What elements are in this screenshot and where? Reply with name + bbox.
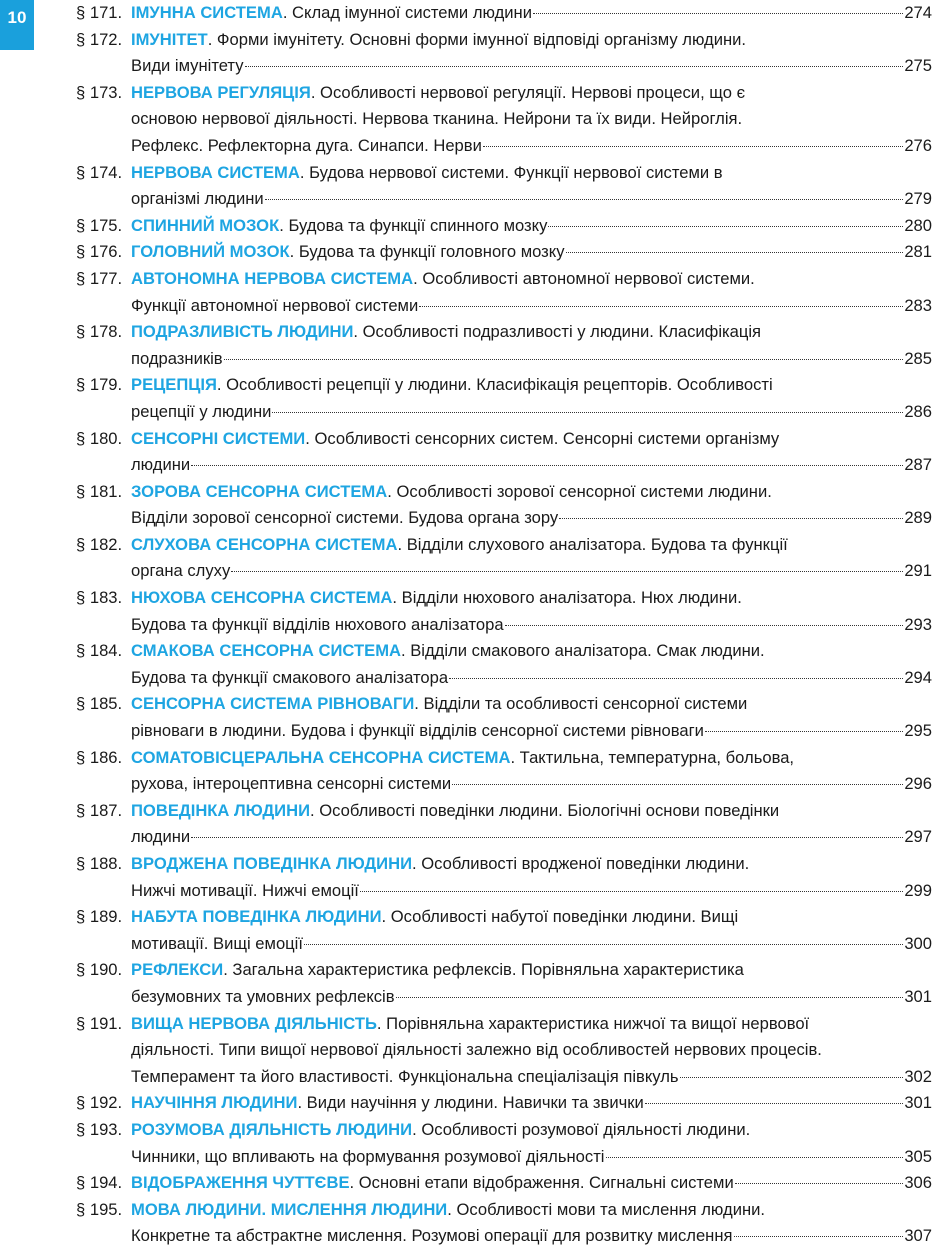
section-title: РЕФЛЕКСИ [131, 960, 224, 980]
dot-leader [449, 678, 903, 679]
table-of-contents [76, 0, 932, 1250]
section-title: МОВА ЛЮДИНИ. МИСЛЕННЯ ЛЮДИНИ [131, 1199, 448, 1219]
page-ref: 294 [904, 667, 932, 687]
section-description: . Порівняльна характеристика нижчої та вищої нервової [376, 1013, 810, 1033]
section-description: . Відділи та особливості сенсорної системи [414, 694, 748, 714]
section-number: § 173. [76, 82, 123, 102]
section-body [131, 266, 932, 319]
section-description: людини [131, 455, 191, 475]
section-text [131, 213, 547, 240]
section-line [131, 213, 932, 240]
section-description: . Основні етапи відображення. Сигнальні системи [349, 1173, 734, 1193]
section-title: СЕНСОРНІ СИСТЕМИ [131, 428, 306, 448]
toc-entry [76, 1117, 932, 1170]
section-line [131, 931, 932, 958]
section-line [131, 1011, 932, 1038]
section-description: основою нервової діяльності. Нервова тканина. Нейрони та їх види. Нейроглія. [131, 109, 743, 129]
section-number: § 171. [76, 3, 123, 22]
section-text [131, 641, 765, 660]
dot-leader [191, 465, 903, 466]
section-body [131, 1090, 932, 1117]
section-description: . Особливості мови та мислення людини. [447, 1199, 766, 1219]
section-text [131, 186, 264, 213]
section-line [131, 1117, 932, 1144]
section-number: § 176. [76, 242, 123, 262]
dot-leader [452, 784, 903, 785]
section-text [131, 505, 558, 532]
page-ref: 289 [904, 508, 932, 528]
dot-leader [396, 997, 904, 998]
section-line [131, 53, 932, 80]
section-description: . Відділи слухового аналізатора. Будова та функції [397, 534, 788, 554]
dot-leader [735, 1183, 904, 1184]
dot-leader [680, 1077, 904, 1078]
dot-leader [272, 412, 903, 413]
section-number: § 182. [76, 534, 123, 554]
section-number: § 192. [76, 1093, 123, 1113]
section-line [131, 346, 932, 373]
section-description: . Особливості сенсорних систем. Сенсорні системи організму [305, 428, 780, 448]
section-number: § 195. [76, 1199, 123, 1219]
toc-entry [76, 1170, 932, 1197]
section-text [131, 346, 223, 373]
section-line [131, 106, 932, 133]
section-body [131, 798, 932, 851]
section-title: ПОВЕДІНКА ЛЮДИНИ [131, 800, 311, 820]
section-body [131, 1170, 932, 1197]
section-text [131, 0, 532, 27]
section-body [131, 80, 932, 160]
section-number: § 172. [76, 29, 123, 49]
section-text [131, 322, 761, 341]
section-title: СПИННИЙ МОЗОК [131, 215, 280, 235]
dot-leader [360, 891, 903, 892]
page-ref: 281 [904, 242, 932, 262]
toc-entry [76, 957, 932, 1010]
section-body [131, 1117, 932, 1170]
section-body [131, 1011, 932, 1091]
section-body [131, 638, 932, 691]
toc-entry [76, 745, 932, 798]
section-text [131, 30, 746, 49]
section-title: СМАКОВА СЕНСОРНА СИСТЕМА [131, 641, 402, 661]
section-body [131, 532, 932, 585]
section-line [131, 904, 932, 931]
section-description: людини [131, 827, 191, 847]
page-ref: 305 [904, 1146, 932, 1166]
section-description: . Особливості вродженої поведінки людини. [412, 854, 750, 873]
section-body [131, 160, 932, 213]
dot-leader [265, 199, 904, 200]
section-line [131, 1090, 932, 1117]
dot-leader [645, 1103, 904, 1104]
page-ref: 307 [904, 1226, 932, 1246]
section-number: § 188. [76, 854, 123, 873]
section-number: § 181. [76, 481, 123, 501]
section-description: . Види научіння у людини. Навички та звички [297, 1093, 644, 1113]
section-line [131, 399, 932, 426]
section-line [131, 798, 932, 825]
dot-leader [419, 306, 903, 307]
toc-entry [76, 239, 932, 266]
toc-entry [76, 266, 932, 319]
dot-leader [191, 837, 903, 838]
toc-entry [76, 479, 932, 532]
section-title: ІМУННА СИСТЕМА [131, 3, 283, 22]
toc-entry [76, 372, 932, 425]
page-ref: 291 [904, 561, 932, 581]
section-number: § 178. [76, 322, 123, 342]
section-text [131, 1144, 605, 1171]
page-ref: 276 [904, 135, 932, 155]
toc-entry [76, 80, 932, 160]
section-text [131, 293, 418, 320]
section-text [131, 1120, 750, 1139]
page-ref: 279 [904, 189, 932, 209]
dot-leader [734, 1236, 904, 1237]
section-description: рухова, інтероцептивна сенсорні системи [131, 774, 452, 794]
page-ref: 295 [904, 721, 932, 741]
section-title: СЕНСОРНА СИСТЕМА РІВНОВАГИ [131, 694, 415, 714]
section-number: § 193. [76, 1119, 123, 1139]
section-line [131, 426, 932, 453]
section-number: § 186. [76, 747, 123, 767]
section-description: рівноваги в людини. Будова і функції відділів сенсорної системи рівноваги [131, 721, 704, 741]
section-body [131, 904, 932, 957]
dot-leader [533, 13, 903, 14]
section-text [131, 558, 230, 585]
toc-entry [76, 638, 932, 691]
toc-entry [76, 160, 932, 213]
section-number: § 179. [76, 375, 123, 395]
section-description: . Особливості нервової регуляції. Нервові процеси, що є [310, 82, 746, 102]
page-ref: 285 [904, 348, 932, 368]
section-text [131, 612, 504, 639]
section-text [131, 984, 395, 1011]
section-description: . Особливості подразливості у людини. Класифікація [353, 322, 762, 342]
section-description: мотивації. Вищі емоції [131, 933, 303, 953]
section-text [131, 429, 779, 448]
section-description: Будова та функції смакового аналізатора [131, 667, 449, 687]
section-line [131, 957, 932, 984]
section-text [131, 931, 303, 958]
section-body [131, 1197, 932, 1250]
section-title: АВТОНОМНА НЕРВОВА СИСТЕМА [131, 268, 414, 288]
dot-leader [566, 252, 904, 253]
section-text [131, 269, 755, 288]
section-body [131, 479, 932, 532]
section-description: . Особливості рецепції у людини. Класифікація рецепторів. Особливості [216, 375, 773, 395]
section-description: органа слуху [131, 561, 231, 581]
section-text [131, 399, 271, 426]
section-line [131, 1037, 932, 1064]
section-line [131, 665, 932, 692]
section-title: ВІДОБРАЖЕННЯ ЧУТТЄВЕ [131, 1173, 350, 1193]
section-description: . Особливості поведінки людини. Біологічні основи поведінки [310, 800, 780, 820]
page-ref: 299 [904, 880, 932, 900]
section-text [131, 665, 448, 692]
section-body [131, 426, 932, 479]
section-line [131, 319, 932, 346]
toc-entry [76, 585, 932, 638]
toc-entry [76, 904, 932, 957]
section-title: ГОЛОВНИЙ МОЗОК [131, 242, 290, 262]
section-line [131, 1170, 932, 1197]
section-text [131, 1223, 733, 1250]
dot-leader [245, 66, 904, 67]
section-number: § 190. [76, 960, 123, 980]
section-title: РОЗУМОВА ДІЯЛЬНІСТЬ ЛЮДИНИ [131, 1119, 413, 1139]
toc-entry [76, 213, 932, 240]
toc-entry [76, 1090, 932, 1117]
section-title: СЛУХОВА СЕНСОРНА СИСТЕМА [131, 534, 398, 554]
section-description: . Будова та функції головного мозку [289, 242, 565, 262]
section-line [131, 505, 932, 532]
section-line [131, 0, 932, 27]
section-number: § 187. [76, 800, 123, 820]
section-description: Рефлекс. Рефлекторна дуга. Синапси. Нерви [131, 135, 482, 155]
section-text [131, 163, 723, 182]
section-description: Темперамент та його властивості. Функціональна спеціалізація півкуль [131, 1066, 679, 1086]
section-body [131, 0, 932, 27]
section-body [131, 957, 932, 1010]
section-title: ВРОДЖЕНА ПОВЕДІНКА ЛЮДИНИ [131, 854, 413, 873]
page-ref: 283 [904, 295, 932, 315]
section-description: . Особливості розумової діяльності людини. [412, 1119, 751, 1139]
section-number: § 183. [76, 588, 123, 608]
dot-leader [505, 625, 904, 626]
dot-leader [548, 226, 903, 227]
section-text [131, 1064, 679, 1091]
dot-leader [606, 1157, 904, 1158]
section-body [131, 745, 932, 798]
section-line [131, 452, 932, 479]
dot-leader [559, 518, 903, 519]
section-line [131, 532, 932, 559]
section-text [131, 694, 747, 713]
toc-entry [76, 691, 932, 744]
section-description: Конкретне та абстрактне мислення. Розумові операції для розвитку мислення [131, 1226, 733, 1246]
toc-entry [76, 532, 932, 585]
section-text [131, 482, 772, 501]
section-number: § 177. [76, 268, 123, 288]
section-body [131, 851, 932, 904]
section-text [131, 801, 779, 820]
section-text [131, 1090, 644, 1117]
section-number: § 184. [76, 641, 123, 661]
section-line [131, 1064, 932, 1091]
section-body [131, 27, 932, 80]
section-description: . Особливості автономної нервової системи. [413, 268, 755, 288]
toc-entry [76, 0, 932, 27]
section-title: НАБУТА ПОВЕДІНКА ЛЮДИНИ [131, 907, 382, 927]
dot-leader [224, 359, 904, 360]
toc-entry [76, 426, 932, 479]
section-text [131, 1170, 734, 1197]
section-body [131, 213, 932, 240]
section-description: . Відділи смакового аналізатора. Смак людини. [401, 641, 765, 661]
page-ref: 275 [904, 56, 932, 76]
section-description: безумовних та умовних рефлексів [131, 986, 395, 1006]
page-ref: 286 [904, 401, 932, 421]
section-description: . Будова та функції спинного мозку [279, 215, 548, 235]
dot-leader [705, 731, 903, 732]
section-description: організмі людини [131, 189, 264, 209]
toc-entry [76, 798, 932, 851]
section-text [131, 878, 359, 905]
section-description: Відділи зорової сенсорної системи. Будова органа зору [131, 508, 559, 528]
section-text [131, 907, 738, 926]
page-ref: 297 [904, 827, 932, 847]
section-line [131, 239, 932, 266]
section-description: Види імунітету [131, 56, 244, 76]
page-ref: 301 [904, 1093, 932, 1113]
section-description: . Особливості зорової сенсорної системи людини. [387, 481, 772, 501]
section-line [131, 133, 932, 160]
section-number: § 175. [76, 215, 123, 235]
section-line [131, 293, 932, 320]
section-title: НЕРВОВА РЕГУЛЯЦІЯ [131, 82, 311, 102]
section-text [131, 535, 788, 554]
section-description: рецепції у людини [131, 401, 272, 421]
section-title: ПОДРАЗЛИВІСТЬ ЛЮДИНИ [131, 322, 354, 342]
section-description: . Склад імунної системи людини [282, 3, 532, 22]
section-number: § 194. [76, 1173, 123, 1193]
section-line [131, 612, 932, 639]
section-body [131, 585, 932, 638]
section-title: ІМУНІТЕТ [131, 29, 208, 49]
section-title: РЕЦЕПЦІЯ [131, 375, 217, 395]
section-number: § 174. [76, 162, 123, 182]
section-number: § 185. [76, 694, 123, 714]
section-description: Функції автономної нервової системи [131, 295, 419, 315]
section-text [131, 771, 451, 798]
section-line [131, 771, 932, 798]
section-description: діяльності. Типи вищої нервової діяльності залежно від особливостей нервових процесів. [131, 1040, 822, 1060]
section-number: § 191. [76, 1013, 123, 1033]
section-text [131, 718, 704, 745]
dot-leader [483, 146, 903, 147]
page-ref: 301 [904, 986, 932, 1006]
section-title: СОМАТОВІСЦЕРАЛЬНА СЕНСОРНА СИСТЕМА [131, 747, 511, 767]
section-line [131, 585, 932, 612]
dot-leader [304, 944, 903, 945]
section-text [131, 1014, 809, 1033]
section-number: § 189. [76, 907, 123, 927]
section-text [131, 239, 565, 266]
section-line [131, 824, 932, 851]
toc-entry [76, 851, 932, 904]
section-line [131, 718, 932, 745]
section-line [131, 266, 932, 293]
toc-entry [76, 319, 932, 372]
section-text [131, 375, 773, 394]
section-number: § 180. [76, 428, 123, 448]
section-body [131, 691, 932, 744]
dot-leader [231, 571, 903, 572]
page-number-badge: 10 [0, 0, 34, 50]
section-body [131, 239, 932, 266]
section-description: . Особливості набутої поведінки людини. Вищі [381, 907, 739, 927]
page-ref: 280 [904, 215, 932, 235]
section-description: Чинники, що впливають на формування розумової діяльності [131, 1146, 605, 1166]
section-description: . Тактильна, температурна, больова, [510, 747, 795, 767]
section-line [131, 691, 932, 718]
section-line [131, 1197, 932, 1224]
section-text [131, 748, 794, 767]
section-line [131, 851, 932, 878]
section-text [131, 452, 190, 479]
section-line [131, 878, 932, 905]
section-line [131, 160, 932, 187]
page-ref: 302 [904, 1066, 932, 1086]
section-description: Нижчі мотивації. Нижчі емоції [131, 880, 359, 900]
section-text [131, 1200, 765, 1219]
section-title: НЮХОВА СЕНСОРНА СИСТЕМА [131, 588, 393, 608]
section-body [131, 372, 932, 425]
section-title: ВИЩА НЕРВОВА ДІЯЛЬНІСТЬ [131, 1013, 377, 1033]
section-body [131, 319, 932, 372]
section-line [131, 1223, 932, 1250]
section-description: . Відділи нюхового аналізатора. Нюх людини. [392, 588, 742, 608]
page-ref: 300 [904, 933, 932, 953]
section-line [131, 638, 932, 665]
section-text [131, 133, 482, 160]
page-ref: 296 [904, 774, 932, 794]
section-text [131, 109, 742, 128]
section-line [131, 984, 932, 1011]
section-line [131, 27, 932, 54]
section-line [131, 186, 932, 213]
page-ref: 293 [904, 614, 932, 634]
section-description: Будова та функції відділів нюхового аналізатора [131, 614, 504, 634]
section-text [131, 588, 742, 607]
toc-entry [76, 1197, 932, 1250]
section-text [131, 960, 744, 979]
section-text [131, 1040, 822, 1059]
section-title: НАУЧІННЯ ЛЮДИНИ [131, 1093, 298, 1113]
section-description: . Будова нервової системи. Функції нервової системи в [299, 162, 723, 182]
section-line [131, 80, 932, 107]
page-ref: 306 [904, 1173, 932, 1193]
toc-entry [76, 1011, 932, 1091]
section-text [131, 53, 244, 80]
section-line [131, 558, 932, 585]
page-ref: 287 [904, 455, 932, 475]
section-text [131, 824, 190, 851]
section-title: ЗОРОВА СЕНСОРНА СИСТЕМА [131, 481, 388, 501]
section-text [131, 83, 745, 102]
section-line [131, 372, 932, 399]
section-line [131, 1144, 932, 1171]
section-description: подразників [131, 348, 223, 368]
section-description: . Загальна характеристика рефлексів. Порівняльна характеристика [223, 960, 744, 980]
section-line [131, 479, 932, 506]
toc-entry [76, 27, 932, 80]
section-description: . Форми імунітету. Основні форми імунної відповіді організму людини. [207, 29, 747, 49]
section-title: НЕРВОВА СИСТЕМА [131, 162, 300, 182]
section-text [131, 854, 749, 873]
page-ref: 274 [904, 3, 932, 22]
section-line [131, 745, 932, 772]
